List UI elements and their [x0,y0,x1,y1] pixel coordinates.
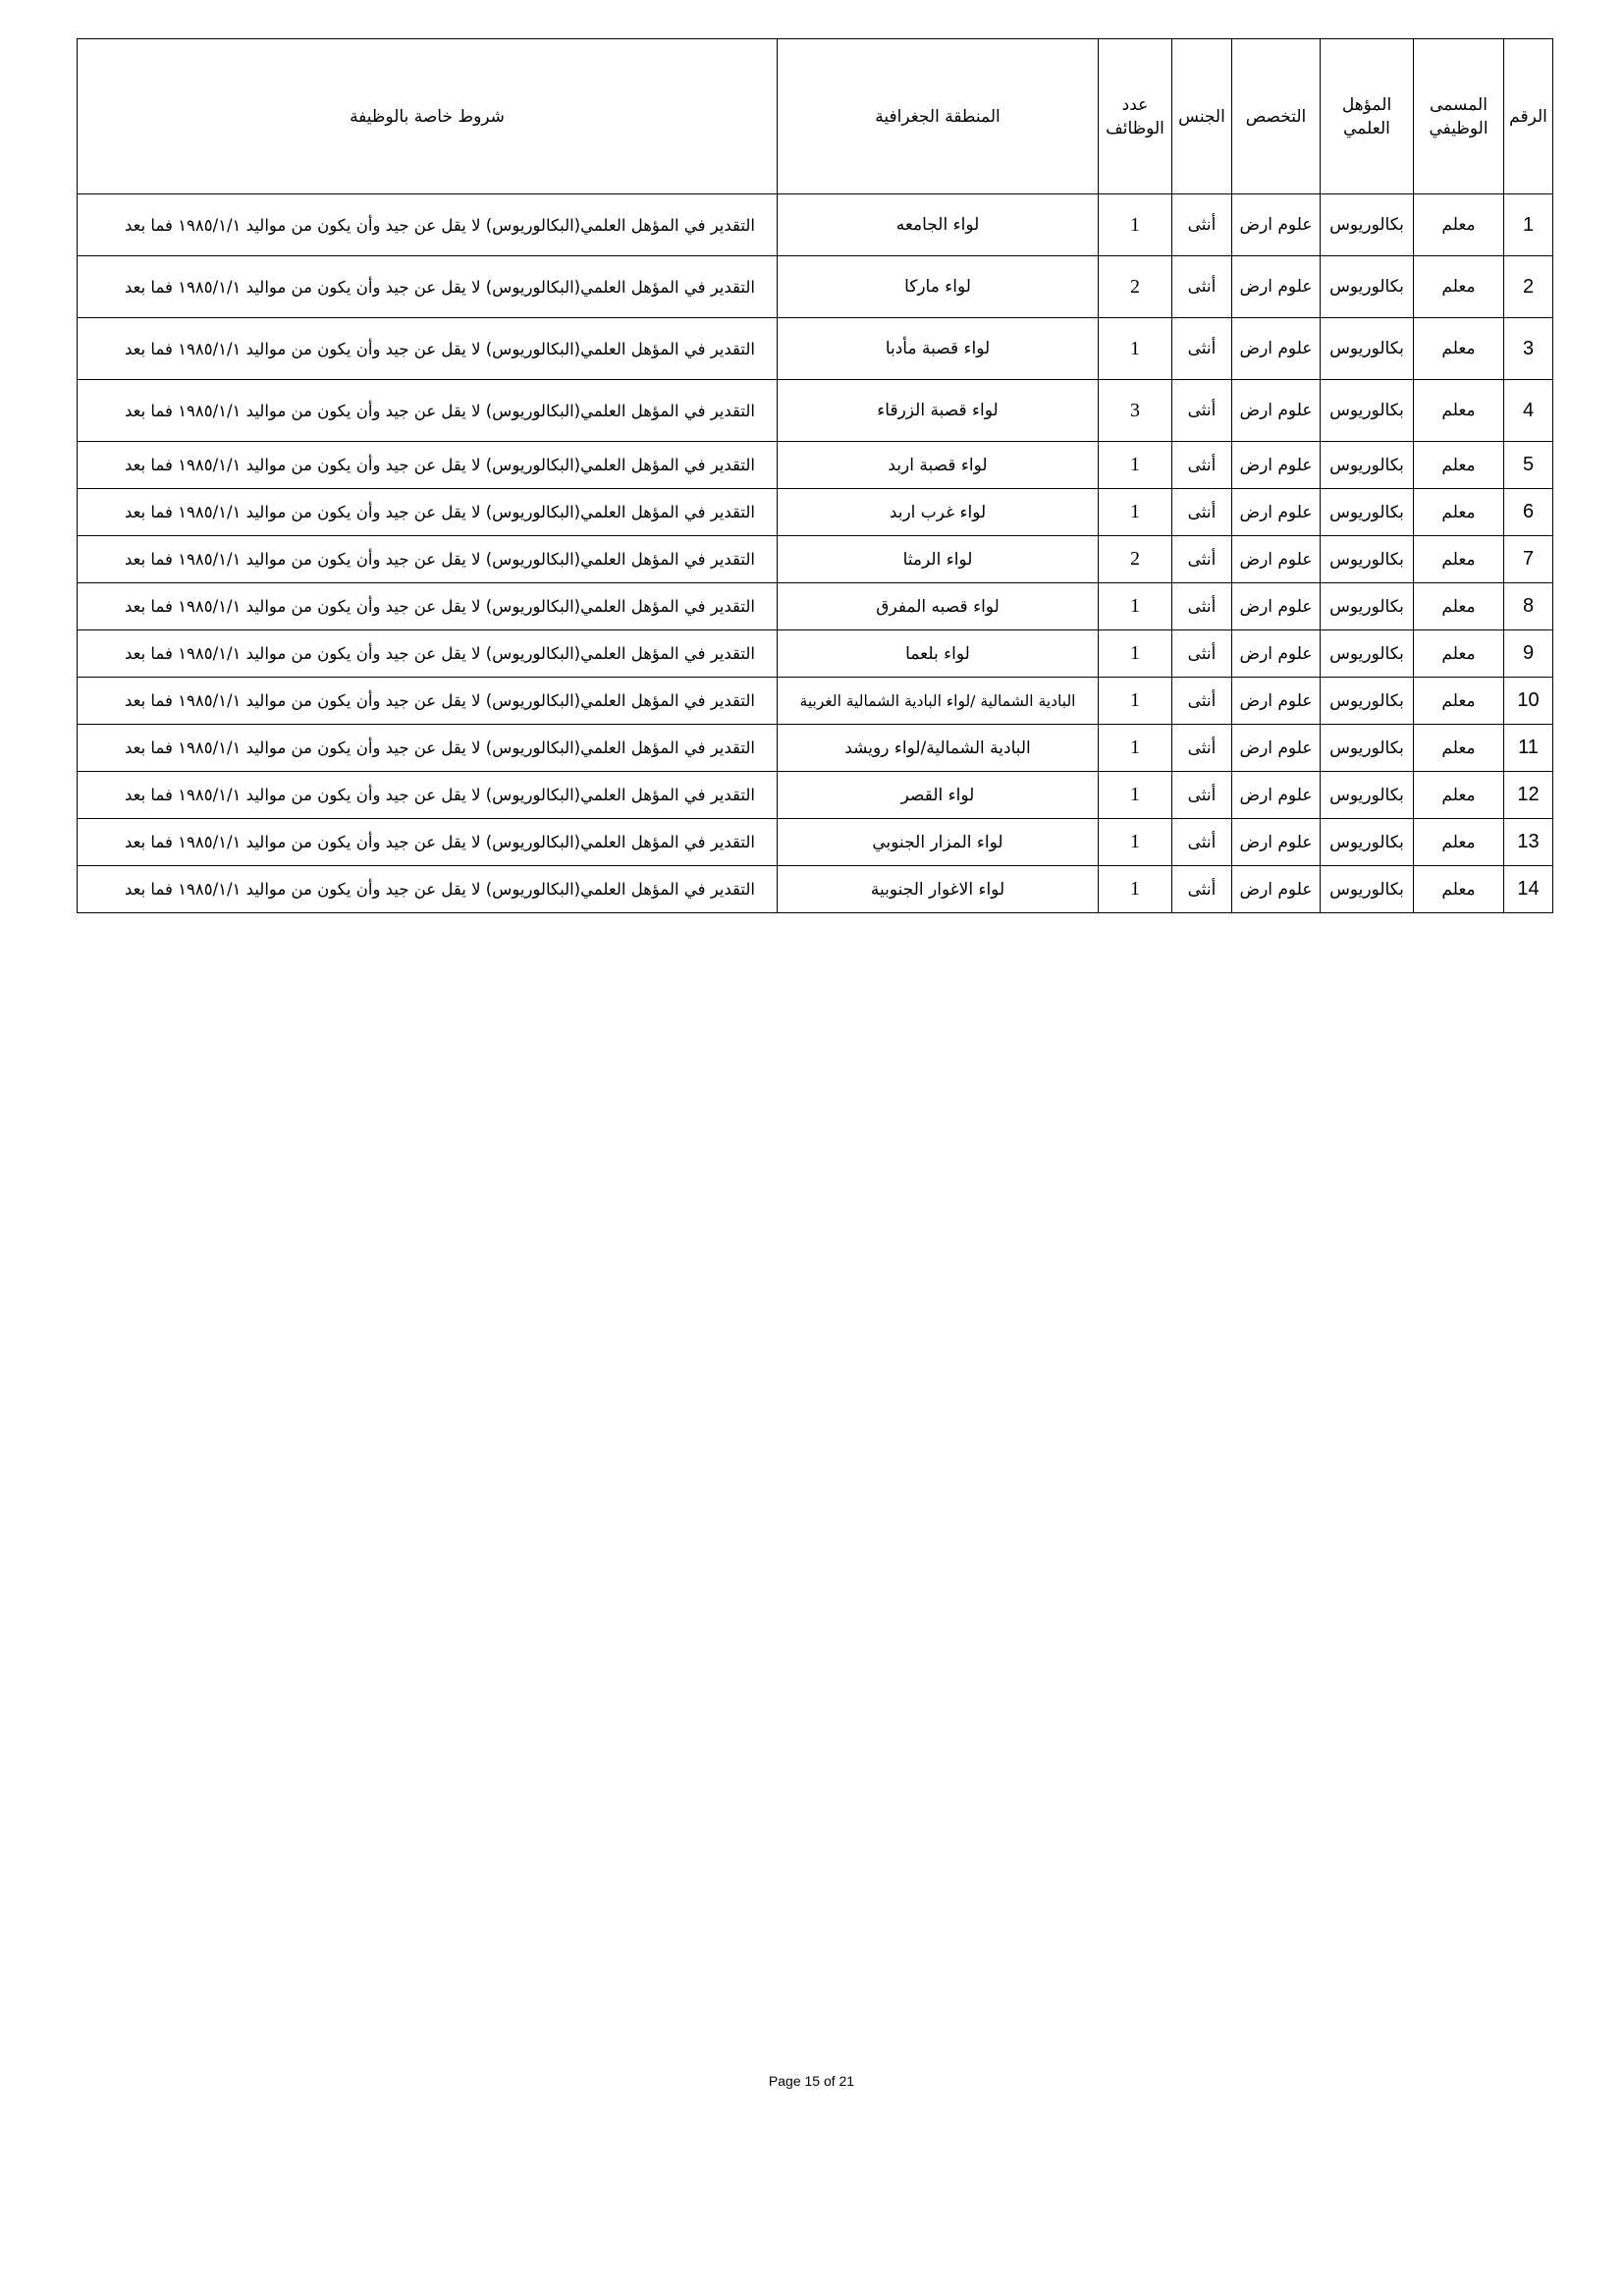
cell-number: 6 [1504,489,1553,536]
cell-gender: أنثى [1172,772,1232,819]
cell-conditions: التقدير في المؤهل العلمي(البكالوريوس) لا يقل عن جيد وأن يكون من مواليد ١٩٨٥/١/١ فما بعد [78,866,778,913]
cell-qualification: بكالوريوس [1321,772,1414,819]
cell-region: البادية الشمالية/لواء رويشد [778,725,1099,772]
table-row [78,819,1553,866]
cell-specialization: علوم ارض [1232,772,1321,819]
cell-conditions: التقدير في المؤهل العلمي(البكالوريوس) لا يقل عن جيد وأن يكون من مواليد ١٩٨٥/١/١ فما بعد [78,725,778,772]
cell-specialization: علوم ارض [1232,866,1321,913]
cell-specialization: علوم ارض [1232,583,1321,630]
cell-qualification: بكالوريوس [1321,819,1414,866]
cell-gender: أنثى [1172,194,1232,256]
cell-number: 8 [1504,583,1553,630]
cell-title: معلم [1414,630,1504,678]
cell-gender: أنثى [1172,442,1232,489]
cell-number: 13 [1504,819,1553,866]
cell-count: 1 [1099,725,1172,772]
cell-number: 2 [1504,256,1553,318]
cell-title: معلم [1414,442,1504,489]
cell-number: 4 [1504,380,1553,442]
cell-conditions: التقدير في المؤهل العلمي(البكالوريوس) لا يقل عن جيد وأن يكون من مواليد ١٩٨٥/١/١ فما بعد [78,256,778,318]
cell-region: البادية الشمالية /لواء البادية الشمالية الغربية [778,678,1099,725]
cell-title: معلم [1414,256,1504,318]
cell-gender: أنثى [1172,725,1232,772]
cell-title: معلم [1414,536,1504,583]
cell-region: لواء قصبة مأدبا [778,318,1099,380]
cell-region: لواء المزار الجنوبي [778,819,1099,866]
table-row [78,442,1553,489]
cell-conditions: التقدير في المؤهل العلمي(البكالوريوس) لا يقل عن جيد وأن يكون من مواليد ١٩٨٥/١/١ فما بعد [78,583,778,630]
table-row [78,536,1553,583]
cell-gender: أنثى [1172,583,1232,630]
cell-specialization: علوم ارض [1232,536,1321,583]
cell-region: لواء قصبة اربد [778,442,1099,489]
cell-qualification: بكالوريوس [1321,318,1414,380]
header-number: الرقم [1504,39,1553,194]
cell-specialization: علوم ارض [1232,819,1321,866]
cell-gender: أنثى [1172,318,1232,380]
page-number-footer: Page 15 of 21 [768,2073,855,2089]
cell-qualification: بكالوريوس [1321,256,1414,318]
cell-specialization: علوم ارض [1232,380,1321,442]
header-qualification: المؤهل العلمي [1321,39,1414,194]
cell-gender: أنثى [1172,380,1232,442]
cell-conditions: التقدير في المؤهل العلمي(البكالوريوس) لا يقل عن جيد وأن يكون من مواليد ١٩٨٥/١/١ فما بعد [78,772,778,819]
cell-gender: أنثى [1172,678,1232,725]
cell-count: 1 [1099,442,1172,489]
cell-count: 1 [1099,819,1172,866]
table-row [78,725,1553,772]
table-header-row [78,39,1553,194]
cell-specialization: علوم ارض [1232,256,1321,318]
cell-count: 1 [1099,866,1172,913]
cell-conditions: التقدير في المؤهل العلمي(البكالوريوس) لا يقل عن جيد وأن يكون من مواليد ١٩٨٥/١/١ فما بعد [78,630,778,678]
cell-number: 7 [1504,536,1553,583]
cell-count: 2 [1099,256,1172,318]
cell-conditions: التقدير في المؤهل العلمي(البكالوريوس) لا يقل عن جيد وأن يكون من مواليد ١٩٨٥/١/١ فما بعد [78,678,778,725]
cell-number: 11 [1504,725,1553,772]
cell-region: لواء القصر [778,772,1099,819]
cell-count: 1 [1099,630,1172,678]
cell-specialization: علوم ارض [1232,630,1321,678]
cell-conditions: التقدير في المؤهل العلمي(البكالوريوس) لا يقل عن جيد وأن يكون من مواليد ١٩٨٥/١/١ فما بعد [78,380,778,442]
cell-qualification: بكالوريوس [1321,866,1414,913]
cell-number: 14 [1504,866,1553,913]
cell-specialization: علوم ارض [1232,318,1321,380]
cell-count: 1 [1099,489,1172,536]
cell-specialization: علوم ارض [1232,442,1321,489]
cell-title: معلم [1414,678,1504,725]
cell-number: 5 [1504,442,1553,489]
cell-specialization: علوم ارض [1232,194,1321,256]
cell-qualification: بكالوريوس [1321,380,1414,442]
table-row [78,583,1553,630]
cell-gender: أنثى [1172,256,1232,318]
cell-region: لواء الرمثا [778,536,1099,583]
cell-title: معلم [1414,318,1504,380]
cell-gender: أنثى [1172,536,1232,583]
cell-count: 1 [1099,678,1172,725]
cell-qualification: بكالوريوس [1321,725,1414,772]
cell-conditions: التقدير في المؤهل العلمي(البكالوريوس) لا يقل عن جيد وأن يكون من مواليد ١٩٨٥/١/١ فما بعد [78,489,778,536]
cell-region: لواء الجامعه [778,194,1099,256]
header-gender: الجنس [1172,39,1232,194]
cell-gender: أنثى [1172,866,1232,913]
cell-specialization: علوم ارض [1232,678,1321,725]
cell-region: لواء الاغوار الجنوبية [778,866,1099,913]
cell-number: 12 [1504,772,1553,819]
cell-qualification: بكالوريوس [1321,678,1414,725]
cell-title: معلم [1414,772,1504,819]
cell-number: 9 [1504,630,1553,678]
table-row [78,630,1553,678]
cell-region: لواء غرب اربد [778,489,1099,536]
cell-number: 1 [1504,194,1553,256]
cell-qualification: بكالوريوس [1321,442,1414,489]
cell-region: لواء ماركا [778,256,1099,318]
header-specialization: التخصص [1232,39,1321,194]
cell-specialization: علوم ارض [1232,489,1321,536]
cell-count: 1 [1099,583,1172,630]
cell-qualification: بكالوريوس [1321,194,1414,256]
cell-number: 10 [1504,678,1553,725]
cell-count: 1 [1099,318,1172,380]
header-count: عدد الوظائف [1099,39,1172,194]
jobs-table [77,38,1553,913]
table-row [78,772,1553,819]
cell-title: معلم [1414,725,1504,772]
cell-title: معلم [1414,194,1504,256]
header-region: المنطقة الجغرافية [778,39,1099,194]
cell-conditions: التقدير في المؤهل العلمي(البكالوريوس) لا يقل عن جيد وأن يكون من مواليد ١٩٨٥/١/١ فما بعد [78,194,778,256]
cell-region: لواء بلعما [778,630,1099,678]
table-row [78,380,1553,442]
table-row [78,256,1553,318]
cell-number: 3 [1504,318,1553,380]
table-row [78,678,1553,725]
cell-gender: أنثى [1172,819,1232,866]
cell-title: معلم [1414,489,1504,536]
table-row [78,866,1553,913]
cell-title: معلم [1414,380,1504,442]
cell-count: 1 [1099,772,1172,819]
cell-qualification: بكالوريوس [1321,536,1414,583]
cell-count: 3 [1099,380,1172,442]
cell-region: لواء قصبة الزرقاء [778,380,1099,442]
cell-qualification: بكالوريوس [1321,583,1414,630]
cell-title: معلم [1414,819,1504,866]
cell-conditions: التقدير في المؤهل العلمي(البكالوريوس) لا يقل عن جيد وأن يكون من مواليد ١٩٨٥/١/١ فما بعد [78,536,778,583]
cell-title: معلم [1414,866,1504,913]
cell-gender: أنثى [1172,630,1232,678]
cell-qualification: بكالوريوس [1321,630,1414,678]
table-row [78,194,1553,256]
header-conditions: شروط خاصة بالوظيفة [78,39,778,194]
header-title: المسمى الوظيفي [1414,39,1504,194]
cell-conditions: التقدير في المؤهل العلمي(البكالوريوس) لا يقل عن جيد وأن يكون من مواليد ١٩٨٥/١/١ فما بعد [78,819,778,866]
cell-conditions: التقدير في المؤهل العلمي(البكالوريوس) لا يقل عن جيد وأن يكون من مواليد ١٩٨٥/١/١ فما بعد [78,318,778,380]
cell-count: 2 [1099,536,1172,583]
cell-count: 1 [1099,194,1172,256]
cell-title: معلم [1414,583,1504,630]
cell-gender: أنثى [1172,489,1232,536]
table-body [78,194,1553,913]
table-row [78,318,1553,380]
cell-specialization: علوم ارض [1232,725,1321,772]
cell-qualification: بكالوريوس [1321,489,1414,536]
cell-region: لواء قصبه المفرق [778,583,1099,630]
cell-conditions: التقدير في المؤهل العلمي(البكالوريوس) لا يقل عن جيد وأن يكون من مواليد ١٩٨٥/١/١ فما بعد [78,442,778,489]
table-row [78,489,1553,536]
